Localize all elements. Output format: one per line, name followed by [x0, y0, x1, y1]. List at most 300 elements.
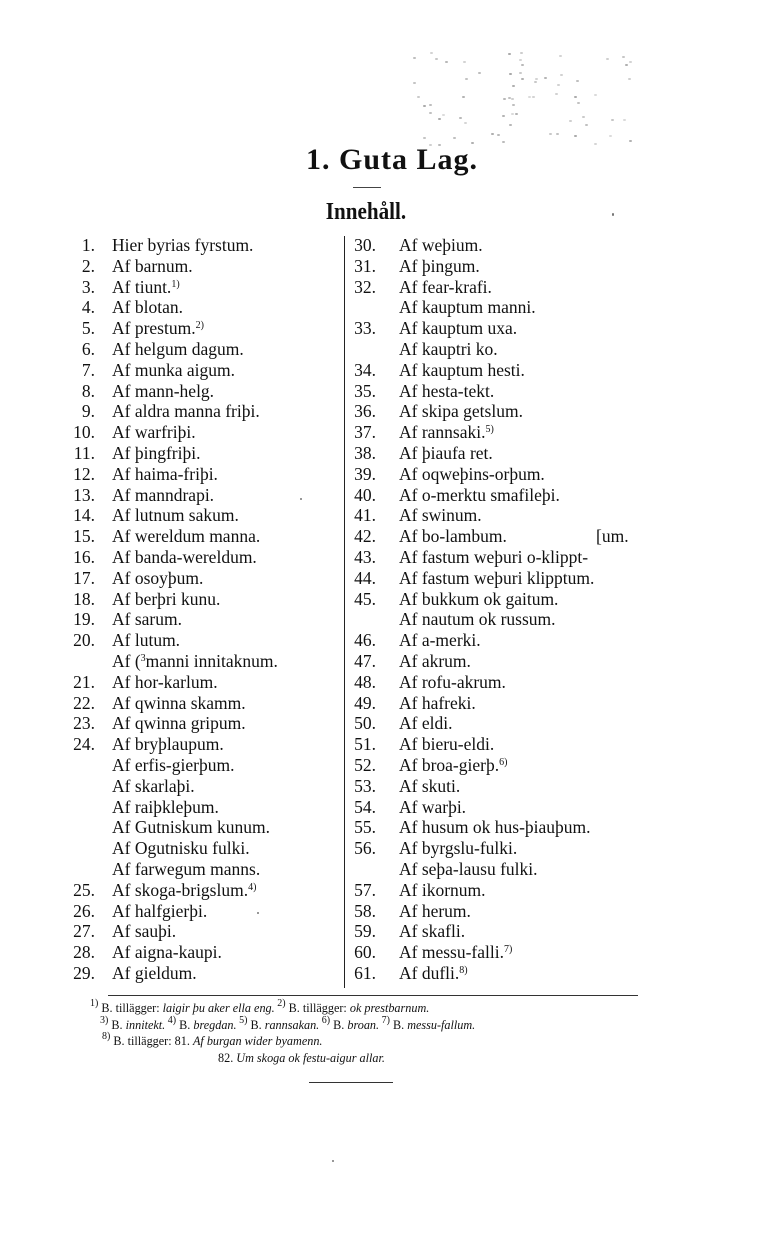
entry-number: 8.: [81, 380, 95, 401]
entry-title: Af weþium.: [399, 235, 483, 255]
entry-number: 16.: [73, 546, 95, 567]
entry-number: 30.: [354, 235, 376, 255]
entry-text: [112, 651, 278, 672]
toc-entry: [58, 921, 348, 942]
entry-title: Af helgum dagum.: [112, 338, 244, 359]
toc-entry: [58, 401, 348, 422]
footnote-marker: 2): [195, 320, 204, 332]
entry-title: Af hor-karlum.: [112, 671, 218, 692]
entry-text: [112, 921, 176, 942]
entry-number: 34.: [354, 359, 376, 380]
entry-title: Af barnum.: [112, 255, 193, 276]
entry-text: [399, 297, 536, 318]
entry-number: 23.: [73, 713, 95, 734]
toc-entry: [345, 339, 665, 360]
toc-entry: [58, 838, 348, 859]
footnote-text: B.: [389, 1017, 408, 1032]
entry-number: 48.: [354, 671, 376, 692]
toc-entry: [58, 422, 348, 443]
entry-title: Af a-merki.: [399, 630, 481, 651]
entry-title: Af sarum.: [112, 609, 182, 630]
entry-text: [399, 901, 471, 922]
entry-text: [112, 526, 260, 547]
entry-text: [112, 318, 204, 339]
entry-title: Af kauptum hesti.: [399, 359, 525, 380]
entry-number: 26.: [73, 900, 95, 921]
toc-entry: [345, 942, 665, 963]
toc-entry: [345, 360, 665, 381]
entry-number: 28.: [73, 942, 95, 963]
entry-number: 5.: [81, 318, 95, 339]
footnote-marker: 1): [90, 998, 99, 1009]
entry-title: Af broa-gierþ.: [399, 754, 500, 775]
entry-title: Af akrum.: [399, 650, 471, 671]
entry-title: Af kauptri ko.: [399, 338, 498, 359]
entry-number: 6.: [81, 338, 95, 359]
footnote-marker: 6): [319, 1014, 331, 1026]
entry-text: [399, 921, 465, 942]
entry-text: [112, 443, 200, 464]
entry-number: 14.: [73, 505, 95, 526]
toc-entry: [58, 339, 348, 360]
footnote-text: B.: [176, 1017, 194, 1032]
toc-entry: [58, 609, 348, 630]
entry-text: [399, 609, 556, 630]
footnote-text: B.: [247, 1017, 265, 1032]
entry-text: [399, 256, 480, 277]
toc-entry: [58, 963, 348, 984]
toc-entry: [345, 277, 665, 298]
toc-entry: [58, 485, 348, 506]
toc-entry: [58, 859, 348, 880]
entry-title: Af aigna-kaupi.: [112, 942, 222, 963]
entry-title: Af husum ok hus-þiauþum.: [399, 817, 591, 838]
entry-title: Af skarlaþi.: [112, 775, 195, 796]
entry-number: 22.: [73, 692, 95, 713]
entry-title: Af eldi.: [399, 713, 453, 734]
toc-entry: [58, 817, 348, 838]
entry-title: Af haima-friþi.: [112, 463, 218, 484]
entry-text: [112, 713, 246, 734]
toc-entry: [345, 672, 665, 693]
toc-entry: [345, 817, 665, 838]
entry-number: 4.: [81, 297, 95, 318]
entry-title: Af þingfriþi.: [112, 442, 201, 463]
entry-text: [399, 797, 466, 818]
toc-entry: [58, 880, 348, 901]
entry-number: 25.: [73, 879, 95, 900]
entry-text: [112, 381, 214, 402]
entry-text: [399, 776, 460, 797]
entry-number: 41.: [354, 505, 376, 526]
toc-entry: [345, 963, 665, 984]
entry-text: [112, 401, 260, 422]
toc-entry: [58, 713, 348, 734]
toc-entry: [345, 713, 665, 734]
entry-title: Af fear-krafi.: [399, 276, 492, 297]
entry-text: [399, 485, 560, 506]
toc-entry: [345, 589, 665, 610]
entry-text: [112, 630, 180, 651]
entry-text: [112, 901, 207, 922]
footnote-text: B. tillägger:: [285, 1001, 350, 1015]
footnote-text: B. tillägger: 81.: [110, 1034, 193, 1049]
entry-number: 42.: [354, 526, 376, 547]
entry-text: [399, 713, 452, 734]
entry-number: 10.: [73, 422, 95, 443]
toc-entry: [345, 318, 665, 339]
entry-number: 29.: [73, 962, 95, 983]
entry-number: 27.: [73, 921, 95, 942]
entry-text: [112, 485, 214, 506]
entry-text: [399, 568, 594, 589]
entry-title: Af osoyþum.: [112, 567, 204, 588]
footnote-marker: 5): [485, 424, 494, 436]
entry-title: Af skipa getslum.: [399, 401, 523, 422]
footnote-marker: 8): [102, 1031, 111, 1043]
footnote-variant: laigir þu aker ella eng.: [162, 1001, 275, 1015]
entry-title: Af rannsaki.: [399, 422, 486, 443]
entry-title: Af ikornum.: [399, 879, 486, 900]
footnote-variant: Af burgan wider byamenn.: [192, 1034, 323, 1049]
toc-entry: [345, 755, 665, 776]
entry-title: Af bo-lambum.: [399, 526, 507, 547]
entry-title: Af fastum weþuri o-klippt-: [399, 546, 589, 567]
toc-entry: [58, 235, 348, 256]
entry-text: [112, 589, 220, 610]
entry-text: [112, 838, 250, 859]
entry-number: 59.: [354, 921, 376, 942]
entry-title: Af lutnum sakum.: [112, 505, 239, 526]
entry-text: [112, 256, 193, 277]
entry-text: [399, 755, 507, 776]
entry-title-continued: manni innitaknum.: [145, 650, 278, 671]
entry-number: 33.: [354, 318, 376, 339]
toc-entry: [345, 859, 665, 880]
entry-text: [399, 464, 545, 485]
entry-number: 37.: [354, 422, 376, 443]
entry-text: [112, 464, 218, 485]
toc-entry: [58, 526, 348, 547]
toc-left-column: [58, 235, 348, 984]
entry-title: Af swinum.: [399, 505, 482, 526]
toc-entry: [345, 880, 665, 901]
footnote-line: [90, 1014, 650, 1034]
footnote-marker: 3: [140, 652, 146, 664]
toc-entry: [345, 443, 665, 464]
toc-entry: [345, 734, 665, 755]
entry-text: [112, 693, 246, 714]
entry-text: [112, 776, 195, 797]
entry-text: [112, 755, 234, 776]
toc-entry: [58, 360, 348, 381]
entry-text: [112, 235, 253, 256]
entry-title: Af hesta-tekt.: [399, 380, 495, 401]
entry-title: Af skafli.: [399, 921, 466, 942]
entry-number: 50.: [354, 713, 376, 734]
entry-title: Af sauþi.: [112, 921, 177, 942]
entry-number: 51.: [354, 734, 376, 755]
toc-entry: [58, 443, 348, 464]
entry-title: Hier byrias fyrstum.: [112, 235, 254, 255]
entry-number: 35.: [354, 380, 376, 401]
toc-entry: [345, 630, 665, 651]
entry-number: 56.: [354, 838, 376, 859]
toc-heading: Innehåll.: [325, 199, 407, 225]
entry-title: Af skuti.: [399, 775, 461, 796]
footnote-marker: 7): [379, 1014, 390, 1026]
entry-title: Af seþa-lausu fulki.: [399, 858, 538, 879]
entry-number: 39.: [354, 463, 376, 484]
entry-text: [399, 589, 558, 610]
toc-entry: [58, 381, 348, 402]
entry-number: 17.: [73, 567, 95, 588]
toc-entry: [345, 609, 665, 630]
entry-title: Af oqweþins-orþum.: [399, 463, 545, 484]
entry-number: 32.: [354, 276, 376, 297]
entry-title: Af qwinna skamm.: [112, 692, 246, 713]
footnote-variant: broan.: [347, 1017, 380, 1032]
entry-text: [112, 797, 219, 818]
entry-title: Af wereldum manna.: [112, 526, 261, 547]
entry-title: Af banda-wereldum.: [112, 546, 257, 567]
footnote-end-rule: [309, 1082, 393, 1083]
entry-title: Af skoga-brigslum.: [112, 879, 249, 900]
toc-entry: [58, 693, 348, 714]
toc-entry: [58, 901, 348, 922]
entry-title: Af munka aigum.: [112, 359, 235, 380]
entry-text: [399, 547, 588, 568]
entry-title: Af messu-falli.: [399, 942, 504, 963]
entry-title: Af warfriþi.: [112, 422, 196, 443]
toc-entry: [345, 797, 665, 818]
toc-entry: [345, 547, 665, 568]
entry-text: [399, 693, 476, 714]
entry-text: [399, 817, 591, 838]
entry-number: 21.: [73, 671, 95, 692]
chapter-title: 1. Guta Lag.: [305, 143, 479, 176]
toc-entry: [58, 651, 348, 672]
entry-text: [399, 422, 494, 443]
entry-title: Af bukkum ok gaitum.: [399, 588, 559, 609]
entry-text: [399, 859, 538, 880]
toc-entry: [345, 422, 665, 443]
entry-title: Af warþi.: [399, 796, 467, 817]
toc-entry: [58, 589, 348, 610]
toc-entry: [58, 318, 348, 339]
entry-text: [399, 339, 498, 360]
entry-title: Af hafreki.: [399, 692, 476, 713]
entry-text: [112, 734, 224, 755]
entry-number: 19.: [73, 609, 95, 630]
toc-entry: [58, 776, 348, 797]
entry-number: 1.: [81, 235, 95, 255]
entry-title: Af berþri kunu.: [112, 588, 221, 609]
footnote-marker: 1): [171, 278, 180, 290]
toc-entry: [345, 693, 665, 714]
entry-title: Af lutum.: [112, 630, 181, 651]
footnote-marker: 4): [165, 1014, 177, 1026]
footnote-text: B. tillägger:: [98, 1001, 163, 1015]
entry-text: [399, 235, 483, 256]
entry-number: 36.: [354, 401, 376, 422]
entry-text: [399, 318, 517, 339]
entry-number: 43.: [354, 546, 376, 567]
footnote-variant: innitekt.: [125, 1017, 166, 1032]
toc-entry: [345, 838, 665, 859]
entry-text: [399, 672, 506, 693]
footnote-text: B.: [108, 1017, 126, 1032]
entry-text: [112, 277, 180, 298]
entry-text: [399, 651, 471, 672]
entry-text: [112, 339, 244, 360]
footnote-marker: 4): [248, 881, 257, 893]
entry-overflow-fragment: [um.: [596, 526, 629, 547]
entry-text: [112, 859, 260, 880]
entry-title: Af Ogutnisku fulki.: [112, 838, 250, 859]
entry-title: Af blotan.: [112, 297, 183, 318]
entry-title: Af þiaufa ret.: [399, 442, 493, 463]
entry-title: Af raiþkleþum.: [112, 796, 219, 817]
entry-number: 46.: [354, 630, 376, 651]
entry-title: Af gieldum.: [112, 962, 197, 983]
entry-title: Af bryþlaupum.: [112, 734, 224, 755]
entry-text: [399, 963, 468, 984]
entry-text: [399, 838, 517, 859]
entry-text: [112, 817, 270, 838]
entry-number: 24.: [73, 734, 95, 755]
entry-number: 18.: [73, 588, 95, 609]
toc-entry: [345, 464, 665, 485]
entry-title: Af aldra manna friþi.: [112, 401, 260, 422]
entry-number: 54.: [354, 796, 376, 817]
footnote-line: [90, 1033, 650, 1050]
entry-text: [399, 360, 525, 381]
toc-entry: [345, 776, 665, 797]
toc-entry: [58, 277, 348, 298]
entry-number: 38.: [354, 442, 376, 463]
entry-number: 44.: [354, 567, 376, 588]
entry-text: [112, 942, 222, 963]
entry-number: 58.: [354, 900, 376, 921]
toc-entry: [58, 755, 348, 776]
entry-title: Af fastum weþuri klipptum.: [399, 567, 595, 588]
entry-number: 45.: [354, 588, 376, 609]
footnote-rule: [108, 995, 638, 996]
toc-entry: [345, 256, 665, 277]
entry-title: Af Gutniskum kunum.: [112, 817, 270, 838]
entry-text: [112, 963, 197, 984]
footnote-text: 82.: [218, 1050, 237, 1065]
toc-entry: [345, 381, 665, 402]
entry-text: [112, 672, 218, 693]
entry-text: [399, 942, 512, 963]
entry-title: Af byrgslu-fulki.: [399, 838, 518, 859]
footnote-marker: 7): [503, 944, 513, 956]
entry-title: Af kauptum uxa.: [399, 318, 518, 339]
entry-title: Af kauptum manni.: [399, 297, 536, 318]
toc-entry: [345, 901, 665, 922]
entry-title: Af þingum.: [399, 255, 480, 276]
entry-text: [112, 547, 257, 568]
entry-text: [399, 630, 481, 651]
entry-text: [399, 401, 523, 422]
library-stamp-mark: [412, 52, 634, 152]
entry-text: [112, 360, 235, 381]
toc-entry: [58, 734, 348, 755]
entry-title: Af qwinna gripum.: [112, 713, 246, 734]
entry-text: [112, 568, 203, 589]
toc-right-column: [345, 235, 665, 984]
entry-title: Af tiunt.: [112, 276, 172, 297]
entry-number: 9.: [81, 401, 95, 422]
entry-title: Af halfgierþi.: [112, 900, 208, 921]
footnote-variant: ok prestbarnum.: [349, 1001, 430, 1015]
entry-title: Af rofu-akrum.: [399, 671, 506, 692]
entry-title: Af prestum.: [112, 318, 196, 339]
toc-entry: [345, 568, 665, 589]
toc-entry: [345, 651, 665, 672]
entry-number: 47.: [354, 650, 376, 671]
entry-text: [399, 505, 482, 526]
toc-entry: [345, 505, 665, 526]
footnote-text: B.: [330, 1017, 348, 1032]
toc-entry: [58, 297, 348, 318]
entry-number: 15.: [73, 526, 95, 547]
entry-text: [399, 277, 492, 298]
entry-title: Af manndrapi.: [112, 484, 215, 505]
entry-number: 13.: [73, 484, 95, 505]
entry-number: 11.: [73, 442, 95, 463]
footnotes: [90, 1000, 650, 1066]
entry-text: [112, 505, 239, 526]
footnote-variant: messu-fallum.: [407, 1017, 476, 1032]
footnote-variant: rannsakan.: [264, 1017, 320, 1032]
entry-title: Af (: [112, 650, 141, 671]
entry-number: 12.: [73, 463, 95, 484]
entry-number: 3.: [81, 276, 95, 297]
toc-entry: [58, 568, 348, 589]
entry-title: Af mann-helg.: [112, 380, 215, 401]
toc-entry: [345, 235, 665, 256]
toc-entry: [345, 485, 665, 506]
entry-number: 20.: [73, 630, 95, 651]
toc-entry: [58, 942, 348, 963]
footnote-line: [90, 1050, 650, 1067]
entry-number: 57.: [354, 879, 376, 900]
toc-entry: [345, 297, 665, 318]
toc-entry: [58, 505, 348, 526]
entry-number: 55.: [354, 817, 376, 838]
entry-title: Af nautum ok russum.: [399, 609, 556, 630]
entry-number: 7.: [81, 359, 95, 380]
footnote-marker: 3): [100, 1014, 109, 1026]
toc-entry: [58, 256, 348, 277]
toc-entry: [58, 797, 348, 818]
entry-number: 40.: [354, 484, 376, 505]
toc-entry: [58, 547, 348, 568]
entry-title: Af erfis-gierþum.: [112, 754, 235, 775]
toc-entry: [345, 401, 665, 422]
entry-text: [112, 609, 182, 630]
toc-entry: [58, 630, 348, 651]
entry-number: 49.: [354, 692, 376, 713]
footnote-marker: 8): [459, 964, 468, 976]
title-rule: [353, 187, 381, 188]
footnote-variant: bregdan.: [193, 1017, 237, 1032]
entry-title: Af herum.: [399, 900, 471, 921]
entry-number: 52.: [354, 754, 376, 775]
